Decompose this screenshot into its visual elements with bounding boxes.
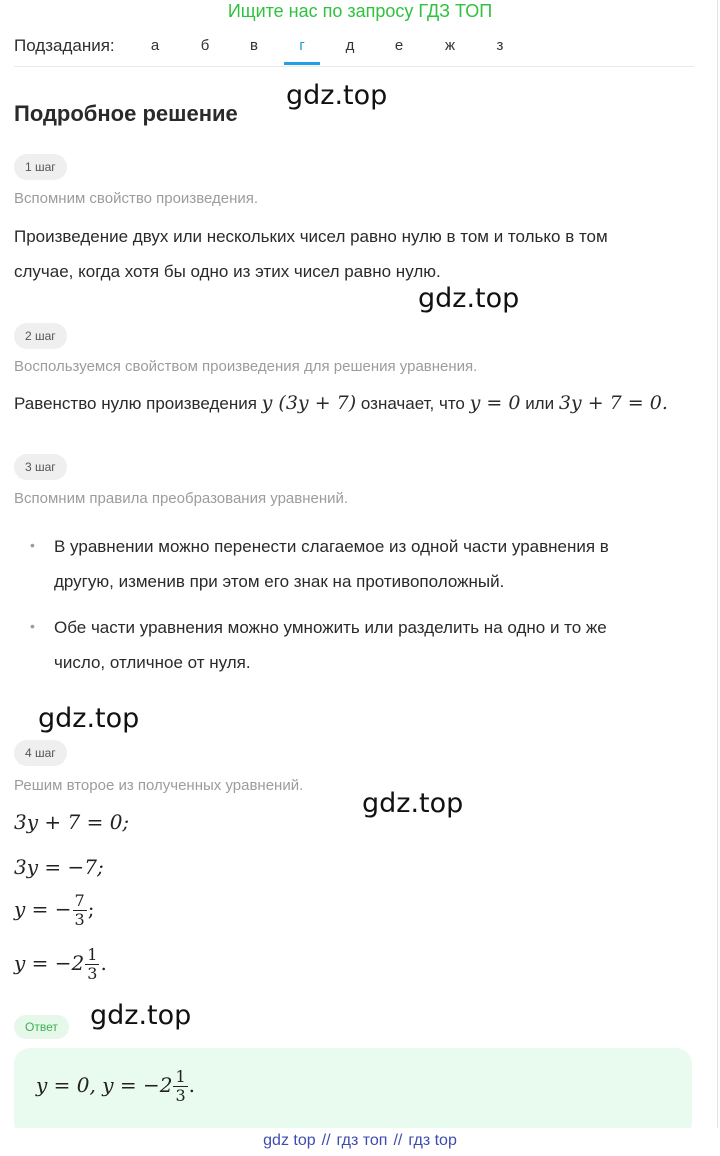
equation-1 [14, 810, 129, 834]
fraction [173, 1068, 187, 1105]
step-3-hint: Вспомним правила преобразования уравнений. [14, 490, 349, 507]
watermark: gdz.top [362, 788, 464, 819]
math-eq-3y-plus-7: 3y + 7 = 0. [558, 392, 668, 414]
fraction [73, 892, 87, 929]
fraction-denominator: 3 [175, 1086, 186, 1105]
step-1-text-line-2: случае, когда хотя бы одно из этих чисел равно нулю. [14, 262, 441, 281]
equation-2-text: 3y = −7; [14, 855, 104, 879]
page-edge-divider [717, 0, 718, 1128]
footer-separator: // [393, 1132, 403, 1149]
subtask-tab-g-active[interactable]: г [284, 37, 320, 65]
subtask-tab-a[interactable]: а [150, 37, 160, 54]
watermark: gdz.top [418, 283, 520, 314]
equation-3-lhs: y = − [14, 897, 72, 921]
watermark: gdz.top [38, 703, 140, 734]
footer-links [0, 1128, 720, 1156]
fraction-numerator: 1 [175, 1067, 186, 1086]
fraction-numerator: 1 [87, 945, 98, 964]
subtask-tab-z[interactable]: з [496, 37, 504, 54]
subtask-tab-b[interactable]: б [200, 37, 210, 54]
rule-2-line-1: Обе части уравнения можно умножить или разделить на одно и то же [54, 618, 607, 637]
equation-4-tail: . [100, 951, 107, 975]
step-1-text-line-1: Произведение двух или нескольких чисел равно нулю в том и только в том [14, 227, 608, 246]
math-product: y (3y + 7) [261, 392, 357, 414]
step-2-pill: 2 шаг [14, 323, 67, 349]
bullet-dot: • [30, 618, 35, 634]
footer-link-3[interactable]: гдз top [408, 1132, 457, 1149]
equation-3-tail: ; [87, 897, 95, 921]
watermark: gdz.top [90, 1000, 192, 1031]
footer-separator: // [321, 1132, 331, 1149]
equation-1-text: 3y + 7 = 0; [14, 810, 130, 834]
fraction-numerator: 7 [74, 891, 85, 910]
answer-tail: . [188, 1073, 196, 1097]
rule-2-line-2: число, отличное от нуля. [54, 653, 251, 672]
step-2-statement [14, 386, 694, 421]
equation-2 [14, 855, 104, 879]
subtask-tab-zh[interactable]: ж [444, 37, 456, 54]
equation-4-lhs: y = −2 [14, 951, 85, 975]
rule-1-line-1: В уравнении можно перенести слагаемое из одной части уравнения в [54, 537, 609, 556]
solution-heading: Подробное решение [14, 101, 238, 126]
step-1-hint: Вспомним свойство произведения. [14, 190, 259, 207]
step-1-pill: 1 шаг [14, 154, 67, 180]
step-2-text-b: означает, что [360, 394, 465, 413]
footer-link-2[interactable]: гдз топ [336, 1132, 388, 1149]
answer-lhs: y = 0, y = −2 [36, 1073, 173, 1097]
equation-3 [14, 892, 94, 929]
step-2-text-c: или [525, 394, 555, 413]
step-4-pill: 4 шаг [14, 740, 67, 766]
fraction-denominator: 3 [87, 964, 98, 983]
subtasks-bar [14, 34, 694, 67]
fraction [85, 946, 99, 983]
math-eq-y-zero: y = 0 [469, 392, 521, 414]
step-3-pill: 3 шаг [14, 454, 67, 480]
search-promo-banner: Ищите нас по запросу ГДЗ ТОП [227, 1, 493, 21]
subtask-tab-v[interactable]: в [250, 37, 258, 54]
answer-pill: Ответ [14, 1015, 69, 1039]
equation-4 [14, 946, 107, 983]
rule-1-line-2: другую, изменив при этом его знак на противоположный. [54, 572, 505, 591]
step-2-hint: Воспользуемся свойством произведения для решения уравнения. [14, 358, 478, 375]
bullet-dot: • [30, 537, 35, 553]
subtasks-label: Подзадания: [14, 36, 115, 55]
answer-equation [36, 1068, 195, 1105]
fraction-denominator: 3 [74, 910, 85, 929]
watermark: gdz.top [286, 80, 388, 111]
answer-box [14, 1048, 692, 1138]
step-2-text-a: Равенство нулю произведения [14, 394, 257, 413]
step-4-hint: Решим второе из полученных уравнений. [14, 777, 304, 794]
subtask-tab-e[interactable]: е [394, 37, 404, 54]
footer-link-1[interactable]: gdz top [263, 1132, 316, 1149]
subtask-tab-d[interactable]: д [345, 37, 355, 54]
